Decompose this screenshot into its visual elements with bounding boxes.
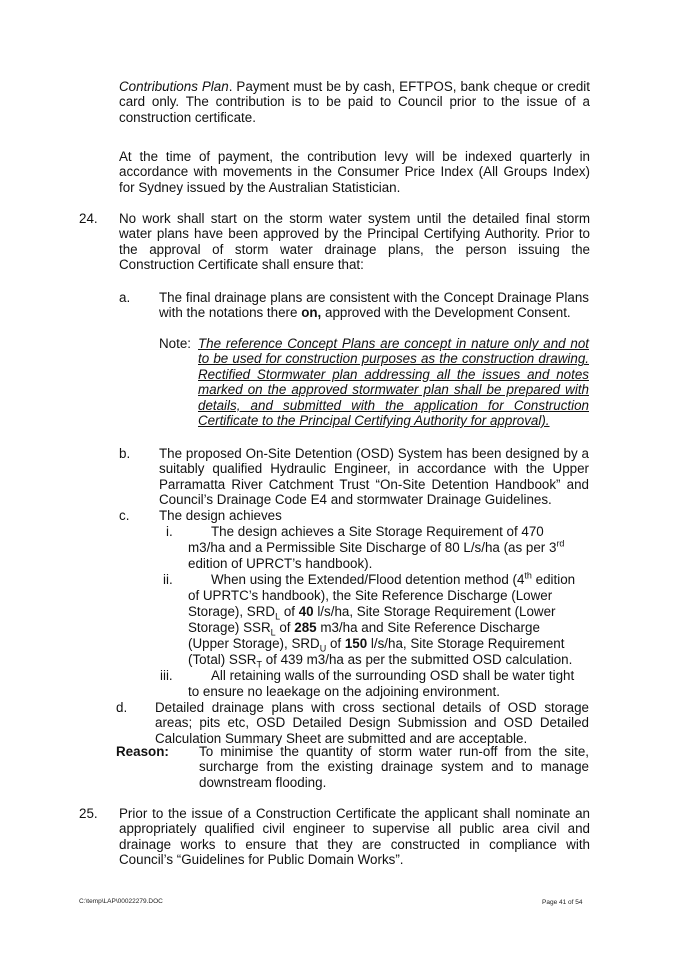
item-24c-ii-line1-tail: edition [531,572,576,587]
item-24a-bold-word: on, [301,305,322,321]
ssr-lower-label: Storage) SSR [188,620,271,635]
item-24-number: 24. [79,211,98,226]
reason-label: Reason: [116,744,169,759]
item-24c-label: c. [119,508,130,523]
item-24a-text-part: The final drainage plans are consistent with the Concept Drainage Plans with the notations there [159,290,589,321]
item-24c-ii-line6-tail: of 439 m3/ha as per the submitted OSD calculation. [261,652,573,667]
item-24c-ii-line1 [211,572,575,587]
item-24c-ii-line5-tail: l/s/ha, Site Storage Requirement [367,636,565,651]
value-285: 285 [294,620,317,635]
item-24b-label: b. [119,446,131,461]
subscript-l: L [270,627,276,638]
item-24d-label: d. [116,700,128,715]
item-24c-text: The design achieves [159,508,282,523]
note-text-content: The reference Concept Plans are concept in nature only and not to be used for construction purposes as the construction drawing. Rectified Stormwater plan addressing all the issues and notes marked on the approved stormwater plan shall be prepared with details, and submitted with the application for Construction Certificate to the Principal Certifying Authority for approval). [198,336,589,429]
item-24c-ii-line1-text: When using the Extended/Flood detention method (4 [211,572,525,587]
note-text [198,336,589,428]
item-24c-iii-line1: All retaining walls of the surrounding OSD shall be water tight [211,668,575,683]
superscript-th: th [524,570,532,581]
item-24c-ii-line3-tail: l/s/ha, Site Storage Requirement (Lower [313,604,556,619]
item-24d-text: Detailed drainage plans with cross sectional details of OSD storage areas; pits etc, OSD Detailed Design Submission and OSD Detailed Calculation Summary Sheet are submitted and are acceptable. [155,700,589,746]
subscript-l: L [275,611,281,622]
item-24c-ii-line4 [188,620,540,638]
of-word: of [275,620,295,635]
item-24c-ii-line4-tail: m3/ha and Site Reference Discharge [316,620,540,635]
value-40: 40 [298,604,314,619]
srd-upper-label: (Upper Storage), SRD [188,636,320,651]
of-word: of [280,604,299,619]
item-24-text: No work shall start on the storm water system until the detailed final storm water plans have been approved by the Principal Certifying Authority. Prior to the approval of storm water drainage plans, the person issuing the Construction Certificate shall ensure that: [119,211,590,273]
plan-name: Contributions Plan [119,79,229,94]
of-word: of [326,636,345,651]
item-24a-text-tail: approved with the Development Consent. [321,305,571,321]
item-24c-ii-line3 [188,604,556,622]
item-24c-i-line1: The design achieves a Site Storage Requirement of 470 [211,524,544,539]
note-label: Note: [159,336,192,351]
item-24a-label: a. [119,290,131,305]
item-24c-i-line2-text: m3/ha and a Permissible Site Discharge of 80 L/s/ha (as per 3 [188,540,557,555]
srd-lower-label: Storage), SRD [188,604,276,619]
subscript-u: U [319,643,327,654]
item-24c-i-line2 [188,540,564,555]
item-24c-i-label: i. [166,524,173,539]
ssr-total-label: (Total) SSR [188,652,257,667]
item-25-number: 25. [79,806,98,821]
item-25-text: Prior to the issue of a Construction Certificate the applicant shall nominate an appropriately qualified civil engineer to supervise all public area civil and drainage works to ensure that they are constructed in compliance with Council’s “Guidelines for Public Domain Works”. [119,806,590,868]
item-24c-ii-line6 [188,652,573,670]
item-24b-text: The proposed On-Site Detention (OSD) System has been designed by a suitably qualified Hydraulic Engineer, in accordance with the Upper Parramatta River Catchment Trust “On-Site Detention Handbook” and Council’s Drainage Code E4 and stormwater Drainage Guidelines. [159,446,589,508]
intro-paragraph-1 [119,79,590,125]
footer-file-path: C:\temp\LAP\00022279.DOC [79,898,163,905]
item-24c-ii-line2: of UPRTC’s handbook), the Site Reference Discharge (Lower [188,588,553,603]
item-24c-iii-line2: to ensure no leaekage on the adjoining environment. [188,684,500,699]
item-24a-text [159,290,589,321]
value-150: 150 [344,636,368,651]
superscript-rd: rd [556,538,565,549]
reason-text: To minimise the quantity of storm water run-off from the site, surcharge from the existing drainage system and to manage downstream flooding. [199,744,589,790]
item-24c-iii-label: iii. [160,668,173,683]
item-24c-ii-line5 [188,636,565,654]
footer-page-number: Page 41 of 54 [542,899,583,906]
item-24c-ii-label: ii. [163,572,173,587]
item-24c-i-line3: edition of UPRCT’s handbook). [188,556,373,571]
intro-paragraph-2: At the time of payment, the contribution levy will be indexed quarterly in accordance with movements in the Consumer Price Index (All Groups Index) for Sydney issued by the Australian Statistician. [119,149,590,195]
subscript-t: T [256,659,262,670]
intro-paragraph-1-text: . Payment must be by cash, EFTPOS, bank cheque or credit card only. The contribution is to be paid to Council prior to the issue of a construction certificate. [119,79,590,125]
